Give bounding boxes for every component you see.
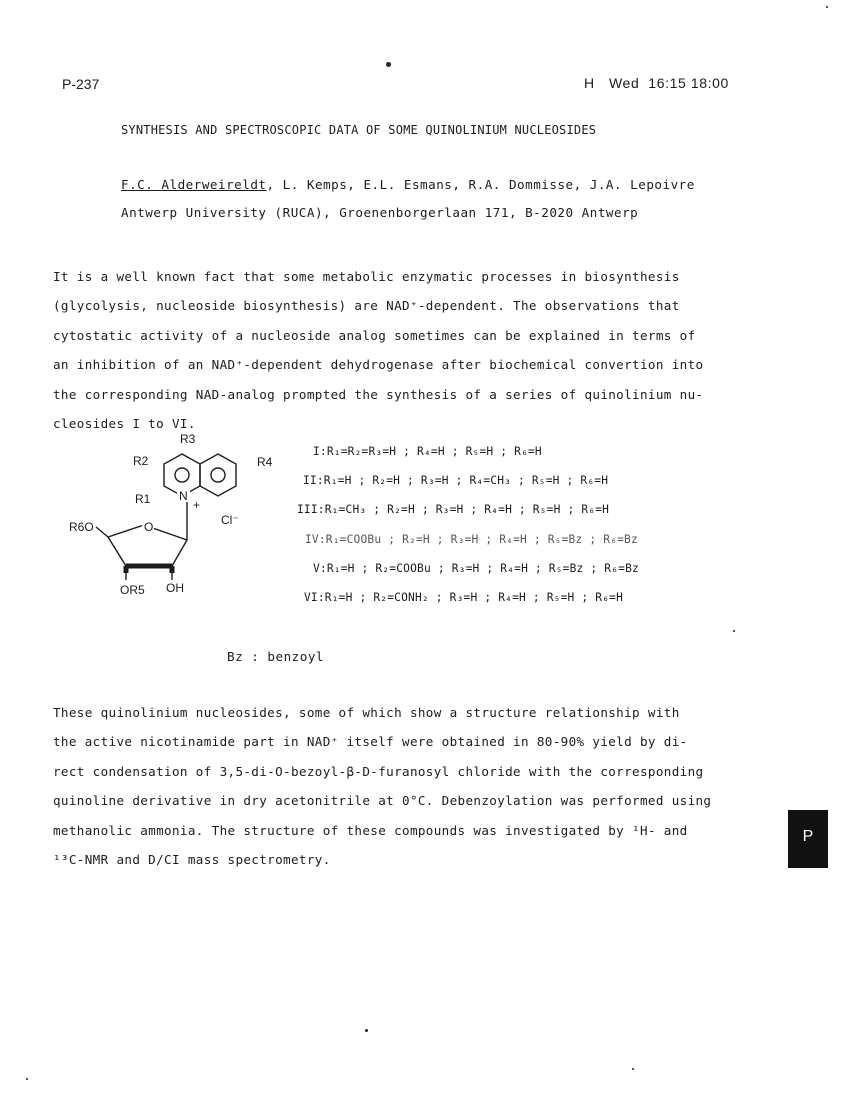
body-line: rect condensation of 3,5-di-O-bezoyl-β-D-furanosyl chloride with the corresponding: [53, 763, 704, 779]
compound-vi: VI:R₁=H ; R₂=CONH₂ ; R₃=H ; R₄=H ; R₅=H ; R₆=H: [304, 591, 624, 604]
body-line: quinoline derivative in dry acetonitrile at 0°C. Debenzoylation was performed using: [53, 793, 712, 809]
affiliation: Antwerp University (RUCA), Groenenborgerlaan 171, B-2020 Antwerp: [121, 205, 639, 220]
presenting-author: F.C. Alderweireldt: [121, 177, 267, 192]
label-r4: R4: [257, 455, 273, 469]
compound-v: V:R₁=H ; R₂=COOBu ; R₃=H ; R₄=H ; R₅=Bz ; R₆=Bz: [313, 562, 639, 575]
authors-line: [121, 177, 695, 192]
paper-title: SYNTHESIS AND SPECTROSCOPIC DATA OF SOME QUINOLINIUM NUCLEOSIDES: [121, 123, 597, 137]
label-r2: R2: [133, 454, 149, 468]
label-chloride: Cl⁻: [221, 513, 239, 527]
intro-line: It is a well known fact that some metabolic enzymatic processes in biosynthesis: [53, 269, 680, 284]
session-time: Wed 16:15 18:00: [609, 75, 729, 91]
label-ring-oxygen: O: [144, 520, 154, 534]
scan-speck: [26, 1078, 28, 1080]
intro-line: cleosides I to VI.: [53, 416, 196, 432]
body-line: methanolic ammonia. The structure of these compounds was investigated by ¹H- and: [53, 822, 688, 838]
label-n: N: [179, 489, 188, 503]
intro-line: cytostatic activity of a nucleoside analog sometimes can be explained in terms of: [53, 327, 696, 343]
label-r6o: R6O: [69, 520, 94, 534]
label-or5: OR5: [120, 583, 145, 597]
compound-i: I:R₁=R₂=R₃=H ; R₄=H ; R₅=H ; R₆=H: [313, 445, 542, 458]
label-plus: +: [193, 498, 201, 512]
scan-speck: [632, 1068, 634, 1070]
section-tab-label: P: [802, 828, 814, 845]
h-mark: H: [584, 75, 595, 91]
intro-line: (glycolysis, nucleoside biosynthesis) are NAD⁺-dependent. The observations that: [53, 298, 680, 314]
benzo-ring: [200, 454, 236, 496]
compound-ii: II:R₁=H ; R₂=H ; R₃=H ; R₄=CH₃ ; R₅=H ; R₆=H: [303, 474, 609, 487]
body-line: These quinolinium nucleosides, some of which show a structure relationship with: [53, 705, 680, 720]
page-id: P-237: [62, 76, 100, 92]
quinolinium-nucleoside-structure: [60, 430, 300, 605]
body-paragraph: [53, 698, 759, 874]
scan-speck: [826, 6, 828, 8]
coauthors: , L. Kemps, E.L. Esmans, R.A. Dommisse, J.A. Lepoivre: [266, 177, 695, 192]
bz-note: Bz : benzoyl: [227, 649, 324, 664]
aromatic-circle-right: [211, 468, 225, 482]
intro-paragraph: [53, 262, 759, 438]
scan-speck: [386, 62, 391, 67]
label-oh: OH: [166, 581, 184, 595]
section-tab: [788, 810, 828, 868]
compound-iii: III:R₁=CH₃ ; R₂=H ; R₃=H ; R₄=H ; R₅=H ; R₆=H: [297, 503, 610, 516]
scan-speck: [733, 630, 735, 632]
compound-iv: IV:R₁=COOBu ; R₂=H ; R₃=H ; R₄=H ; R₅=Bz ; R₆=Bz: [305, 533, 638, 546]
scan-speck: [365, 1029, 368, 1032]
aromatic-circle-left: [175, 468, 189, 482]
label-r1: R1: [135, 492, 151, 506]
body-line: ¹³C-NMR and D/CI mass spectrometry.: [53, 852, 331, 868]
label-r3: R3: [180, 432, 196, 446]
body-line: the active nicotinamide part in NAD⁺ itself were obtained in 80-90% yield by di-: [53, 734, 688, 750]
intro-line: the corresponding NAD-analog prompted the synthesis of a series of quinolinium nu-: [53, 386, 704, 402]
intro-line: an inhibition of an NAD⁺-dependent dehydrogenase after biochemical convertion into: [53, 357, 704, 373]
